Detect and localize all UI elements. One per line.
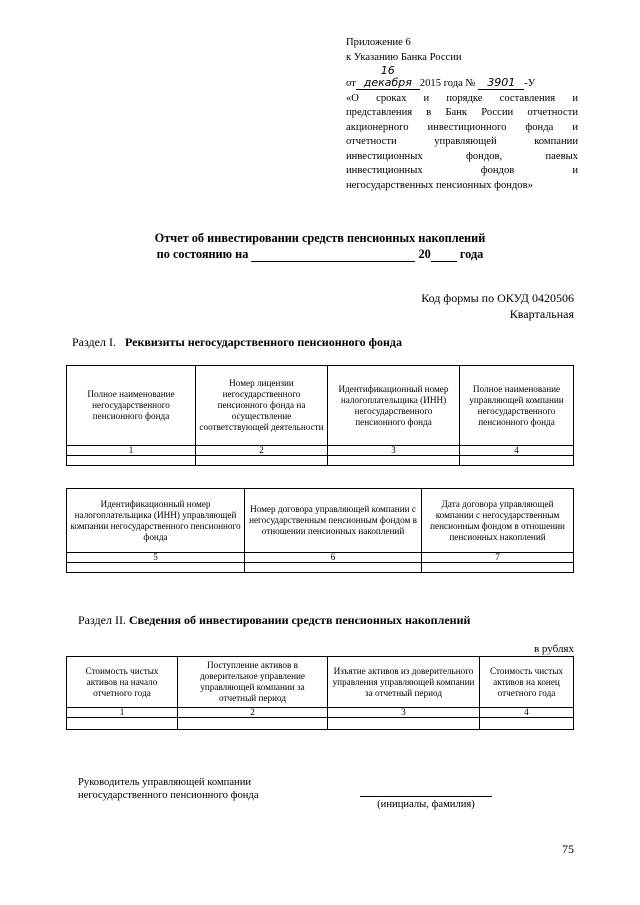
page-number: 75 xyxy=(562,842,574,856)
requisites-table-2 xyxy=(66,488,574,573)
header-nav-end: Стоимость чистых активов на конец отчетного года xyxy=(480,657,574,708)
appendix-desc-line: отчетности управляющей компании xyxy=(346,136,578,147)
from-prefix: от xyxy=(346,78,356,89)
year-suffix: года xyxy=(459,247,484,261)
section1-heading xyxy=(72,334,402,350)
table-cell[interactable] xyxy=(422,563,574,573)
year-text: 2015 года № xyxy=(419,78,476,89)
requisites-table-1 xyxy=(66,365,574,466)
table-header-row xyxy=(67,489,574,553)
header-company-name: Полное наименование управляющей компании негосударственного пенсионного фонда xyxy=(460,366,574,446)
header-fund-inn: Идентификационный номер налогоплательщика (ИНН) негосударственного пенсионного фонда xyxy=(328,366,460,446)
table-cell[interactable] xyxy=(245,563,422,573)
col-number: 4 xyxy=(460,446,574,456)
form-code-block xyxy=(421,290,574,322)
table-header-row xyxy=(67,657,574,708)
appendix-desc-line: инвестиционных фондов, паевых xyxy=(346,150,578,162)
table-cell[interactable] xyxy=(460,456,574,466)
periodicity: Квартальная xyxy=(509,307,574,321)
col-number: 4 xyxy=(480,708,574,718)
section2-title: Сведения об инвестировании средств пенсионных накоплений xyxy=(128,613,471,627)
report-title xyxy=(0,230,640,262)
section2-label: Раздел II. xyxy=(78,613,126,627)
header-assets-inflow: Поступление активов в доверительное управление управляющей компании за отчетный период xyxy=(178,657,328,708)
handwritten-number: 3901 xyxy=(478,77,524,90)
appendix-date-line xyxy=(346,65,578,92)
section1-title: Реквизиты негосударственного пенсионного фонда xyxy=(124,335,402,349)
appendix-desc-line: акционерного инвестиционного фонда и xyxy=(346,121,578,133)
appendix-block xyxy=(346,36,578,193)
okud-code: Код формы по ОКУД 0420506 xyxy=(421,291,574,305)
signature-caption: (инициалы, фамилия) xyxy=(377,799,475,810)
appendix-desc-line: негосударственных пенсионных фондов» xyxy=(346,179,533,191)
investment-table xyxy=(66,656,574,730)
signer-line2: негосударственного пенсионного фонда xyxy=(78,790,259,801)
table-cell[interactable] xyxy=(67,456,196,466)
date-blank xyxy=(251,249,415,262)
report-title-line1: Отчет об инвестировании средств пенсионных накоплений xyxy=(154,231,486,245)
table-number-row xyxy=(67,446,574,456)
appendix-title: Приложение 6 xyxy=(346,37,411,48)
table-number-row xyxy=(67,553,574,563)
table-header-row xyxy=(67,366,574,446)
col-number: 3 xyxy=(328,446,460,456)
table-cell[interactable] xyxy=(328,456,460,466)
section2-heading xyxy=(78,612,470,628)
appendix-desc-line: инвестиционных фондов и xyxy=(346,165,578,176)
table-row xyxy=(67,456,574,466)
col-number: 5 xyxy=(67,553,245,563)
report-title-line2 xyxy=(0,246,640,262)
table-cell[interactable] xyxy=(480,718,574,730)
col-number: 2 xyxy=(196,446,328,456)
year-prefix: 20 xyxy=(418,247,431,261)
col-number: 1 xyxy=(67,708,178,718)
header-nav-start: Стоимость чистых активов на начало отчетного года xyxy=(67,657,178,708)
col-number: 3 xyxy=(328,708,480,718)
col-number: 1 xyxy=(67,446,196,456)
appendix-desc-line: представления в Банк России отчетности xyxy=(346,107,578,118)
header-fund-name: Полное наименование негосударственного пенсионного фонда xyxy=(67,366,196,446)
table-cell[interactable] xyxy=(328,718,480,730)
header-company-inn: Идентификационный номер налогоплательщика (ИНН) управляющей компании негосударственного пенсионного фонда xyxy=(67,489,245,553)
number-suffix: -У xyxy=(524,78,536,89)
table-cell[interactable] xyxy=(67,563,245,573)
table-cell[interactable] xyxy=(196,456,328,466)
year-blank xyxy=(431,249,457,262)
col-number: 6 xyxy=(245,553,422,563)
handwritten-date: 16 декабря xyxy=(356,65,420,90)
header-contract-date: Дата договора управляющей компании с негосударственным пенсионным фондом в отношении пенсионных накоплений xyxy=(422,489,574,553)
table-row xyxy=(67,563,574,573)
table-number-row xyxy=(67,708,574,718)
table-row xyxy=(67,718,574,730)
signer-line1: Руководитель управляющей компании xyxy=(78,777,252,788)
units-label: в рублях xyxy=(533,643,574,655)
as-of-prefix: по состоянию на xyxy=(156,247,249,261)
table-cell[interactable] xyxy=(67,718,178,730)
header-license-number: Номер лицензии негосударственного пенсионного фонда на осуществление соответствующей деятельности xyxy=(196,366,328,446)
appendix-reference: к Указанию Банка России xyxy=(346,51,462,63)
signer-block xyxy=(78,776,259,802)
section1-label: Раздел I. xyxy=(72,335,116,349)
col-number: 2 xyxy=(178,708,328,718)
header-contract-number: Номер договора управляющей компании с негосударственным пенсионным фондом в отношении пенсионных накоплений xyxy=(245,489,422,553)
table-cell[interactable] xyxy=(178,718,328,730)
appendix-desc-line: «О сроках и порядке составления и xyxy=(346,92,578,104)
col-number: 7 xyxy=(422,553,574,563)
header-assets-withdrawal: Изъятие активов из доверительного управления управляющей компании за отчетный период xyxy=(328,657,480,708)
signature-line[interactable] xyxy=(360,796,492,797)
